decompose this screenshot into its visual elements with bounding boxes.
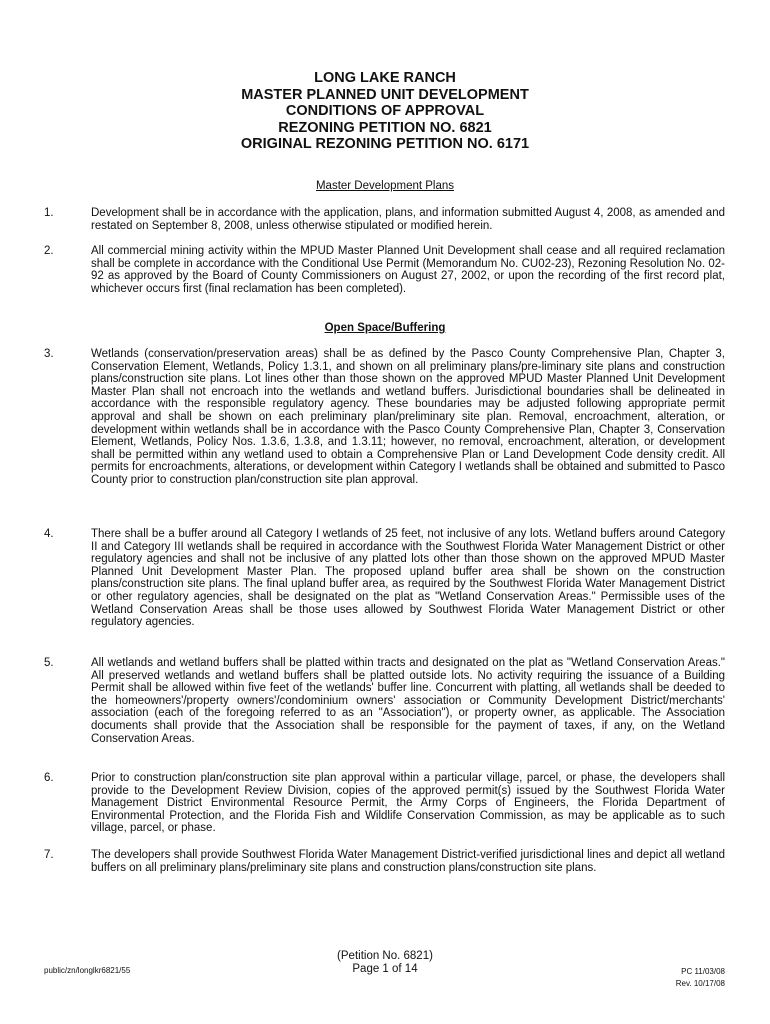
title-line-2: MASTER PLANNED UNIT DEVELOPMENT bbox=[241, 86, 529, 103]
condition-text: There shall be a buffer around all Category I wetlands of 25 feet, not inclusive of any lots. Wetland buffers around Category II and Category III wetlands shall be required in accordance with the Southwest Florida Water Management District or other regulatory agencies and shall not be inclusive of any platted lots other than those shown on the approved MPUD Master Planned Unit Development Master Plan. The proposed upland buffer area shall be shown on the construction plans/construction site plans. The final upland buffer area, as required by the Southwest Florida Water Management District or other regulatory agencies, shall be designated on the plat as "Wetland Conservation Areas." Permissible uses of the Wetland Conservation Areas shall be those uses allowed by Southwest Florida Water Management District or other regulatory agencies. bbox=[91, 528, 725, 629]
footer-petition-number: (Petition No. 6821) bbox=[337, 950, 433, 962]
condition-text: The developers shall provide Southwest Florida Water Management District-verified jurisdictional lines and depict all wetland buffers on all preliminary plans/preliminary site plans and construction plans/construction site plans. bbox=[91, 849, 725, 874]
section-heading-open-space-buffering: Open Space/Buffering bbox=[324, 322, 446, 334]
condition-text: All commercial mining activity within the MPUD Master Planned Unit Development shall cease and all required reclamation shall be complete in accordance with the Conditional Use Permit (Memorandum No. CU02-23), Rezoning Resolution No. 02-92 as approved by the Board of County Commissioners on August 27, 2002, or upon the recording of the first record plat, whichever occurs first (final reclamation has been completed). bbox=[91, 245, 725, 295]
condition-number: 6. bbox=[44, 772, 54, 784]
title-line-5: ORIGINAL REZONING PETITION NO. 6171 bbox=[240, 136, 530, 152]
title-line-1: LONG LAKE RANCH bbox=[314, 70, 456, 86]
condition-text: All wetlands and wetland buffers shall be platted within tracts and designated on the plat as "Wetland Conservation Areas." All preserved wetlands and wetland buffers shall be platted outside lots. No activity requiring the issuance of a Building Permit shall be allowed within five feet of the wetlands' buffer line. Concurrent with platting, all wetlands shall be deeded to the homeowners'/property owners'/condominium owners' association or Community Development District/merchants' association (each of the foregoing referred to as an "Association"), or property owner, as applicable. The Association documents shall provide that the Association shall be responsible for the payment of taxes, if any, on the Wetland Conservation Areas. bbox=[91, 657, 725, 745]
condition-text: Prior to construction plan/construction site plan approval within a particular village, parcel, or phase, the developers shall provide to the Development Review Division, copies of the approved permit(s) issued by the Southwest Florida Water Management District Environmental Resource Permit, the Army Corps of Engineers, the Florida Department of Environmental Protection, and the Florida Fish and Wildlife Conservation Commission, as may be applicable as to such village, parcel, or phase. bbox=[91, 772, 725, 835]
footer-file-path: public/zn/longlkr6821/55 bbox=[44, 966, 131, 975]
document-title bbox=[0, 70, 770, 153]
page-number: Page 1 of 14 bbox=[352, 963, 418, 975]
title-line-3: CONDITIONS OF APPROVAL bbox=[285, 103, 485, 119]
section-heading-master-development-plans: Master Development Plans bbox=[315, 180, 455, 192]
condition-text: Development shall be in accordance with the application, plans, and information submitted August 4, 2008, as amended and restated on September 8, 2008, unless otherwise stipulated or modified herein. bbox=[91, 207, 725, 232]
footer-page-info bbox=[0, 950, 770, 976]
condition-number: 7. bbox=[44, 849, 54, 861]
condition-text: Wetlands (conservation/preservation areas) shall be as defined by the Pasco County Comprehensive Plan, Chapter 3, Conservation Element, Wetlands, Policy 1.3.1, and shown on all preliminary plans/pre-liminary site plans and construction plans/construction site plans. Lot lines other than those shown on the approved MPUD Master Planned Unit Development Master Plan shall not encroach into the wetlands and wetland buffers. Jurisdictional boundaries shall be delineated in accordance with the responsible regulatory agency. These boundaries may be adjusted following appropriate permit approval and shall be shown on each preliminary plan/preliminary site plan. Removal, encroachment, alteration, or development within wetlands shall be in accordance with the Pasco County Comprehensive Plan, Chapter 3, Conservation Element, Wetlands, Policy Nos. 1.3.6, 1.3.8, and 1.3.11; however, no removal, encroachment, alteration, or development shall be permitted within any wetland used to obtain a Comprehensive Plan or Land Development Code density credit. All permits for encroachments, alterations, or development within Category I wetlands shall be obtained and submitted to Pasco County prior to construction plan/construction site plan approval. bbox=[91, 348, 725, 486]
condition-number: 5. bbox=[44, 657, 54, 669]
title-line-4: REZONING PETITION NO. 6821 bbox=[278, 119, 492, 136]
footer-pc-date: PC 11/03/08 bbox=[681, 967, 725, 976]
condition-number: 4. bbox=[44, 528, 54, 540]
condition-number: 3. bbox=[44, 348, 54, 360]
footer-dates bbox=[676, 966, 725, 990]
condition-number: 1. bbox=[44, 207, 54, 219]
footer-revision-date: Rev. 10/17/08 bbox=[675, 979, 725, 988]
condition-number: 2. bbox=[44, 245, 54, 257]
